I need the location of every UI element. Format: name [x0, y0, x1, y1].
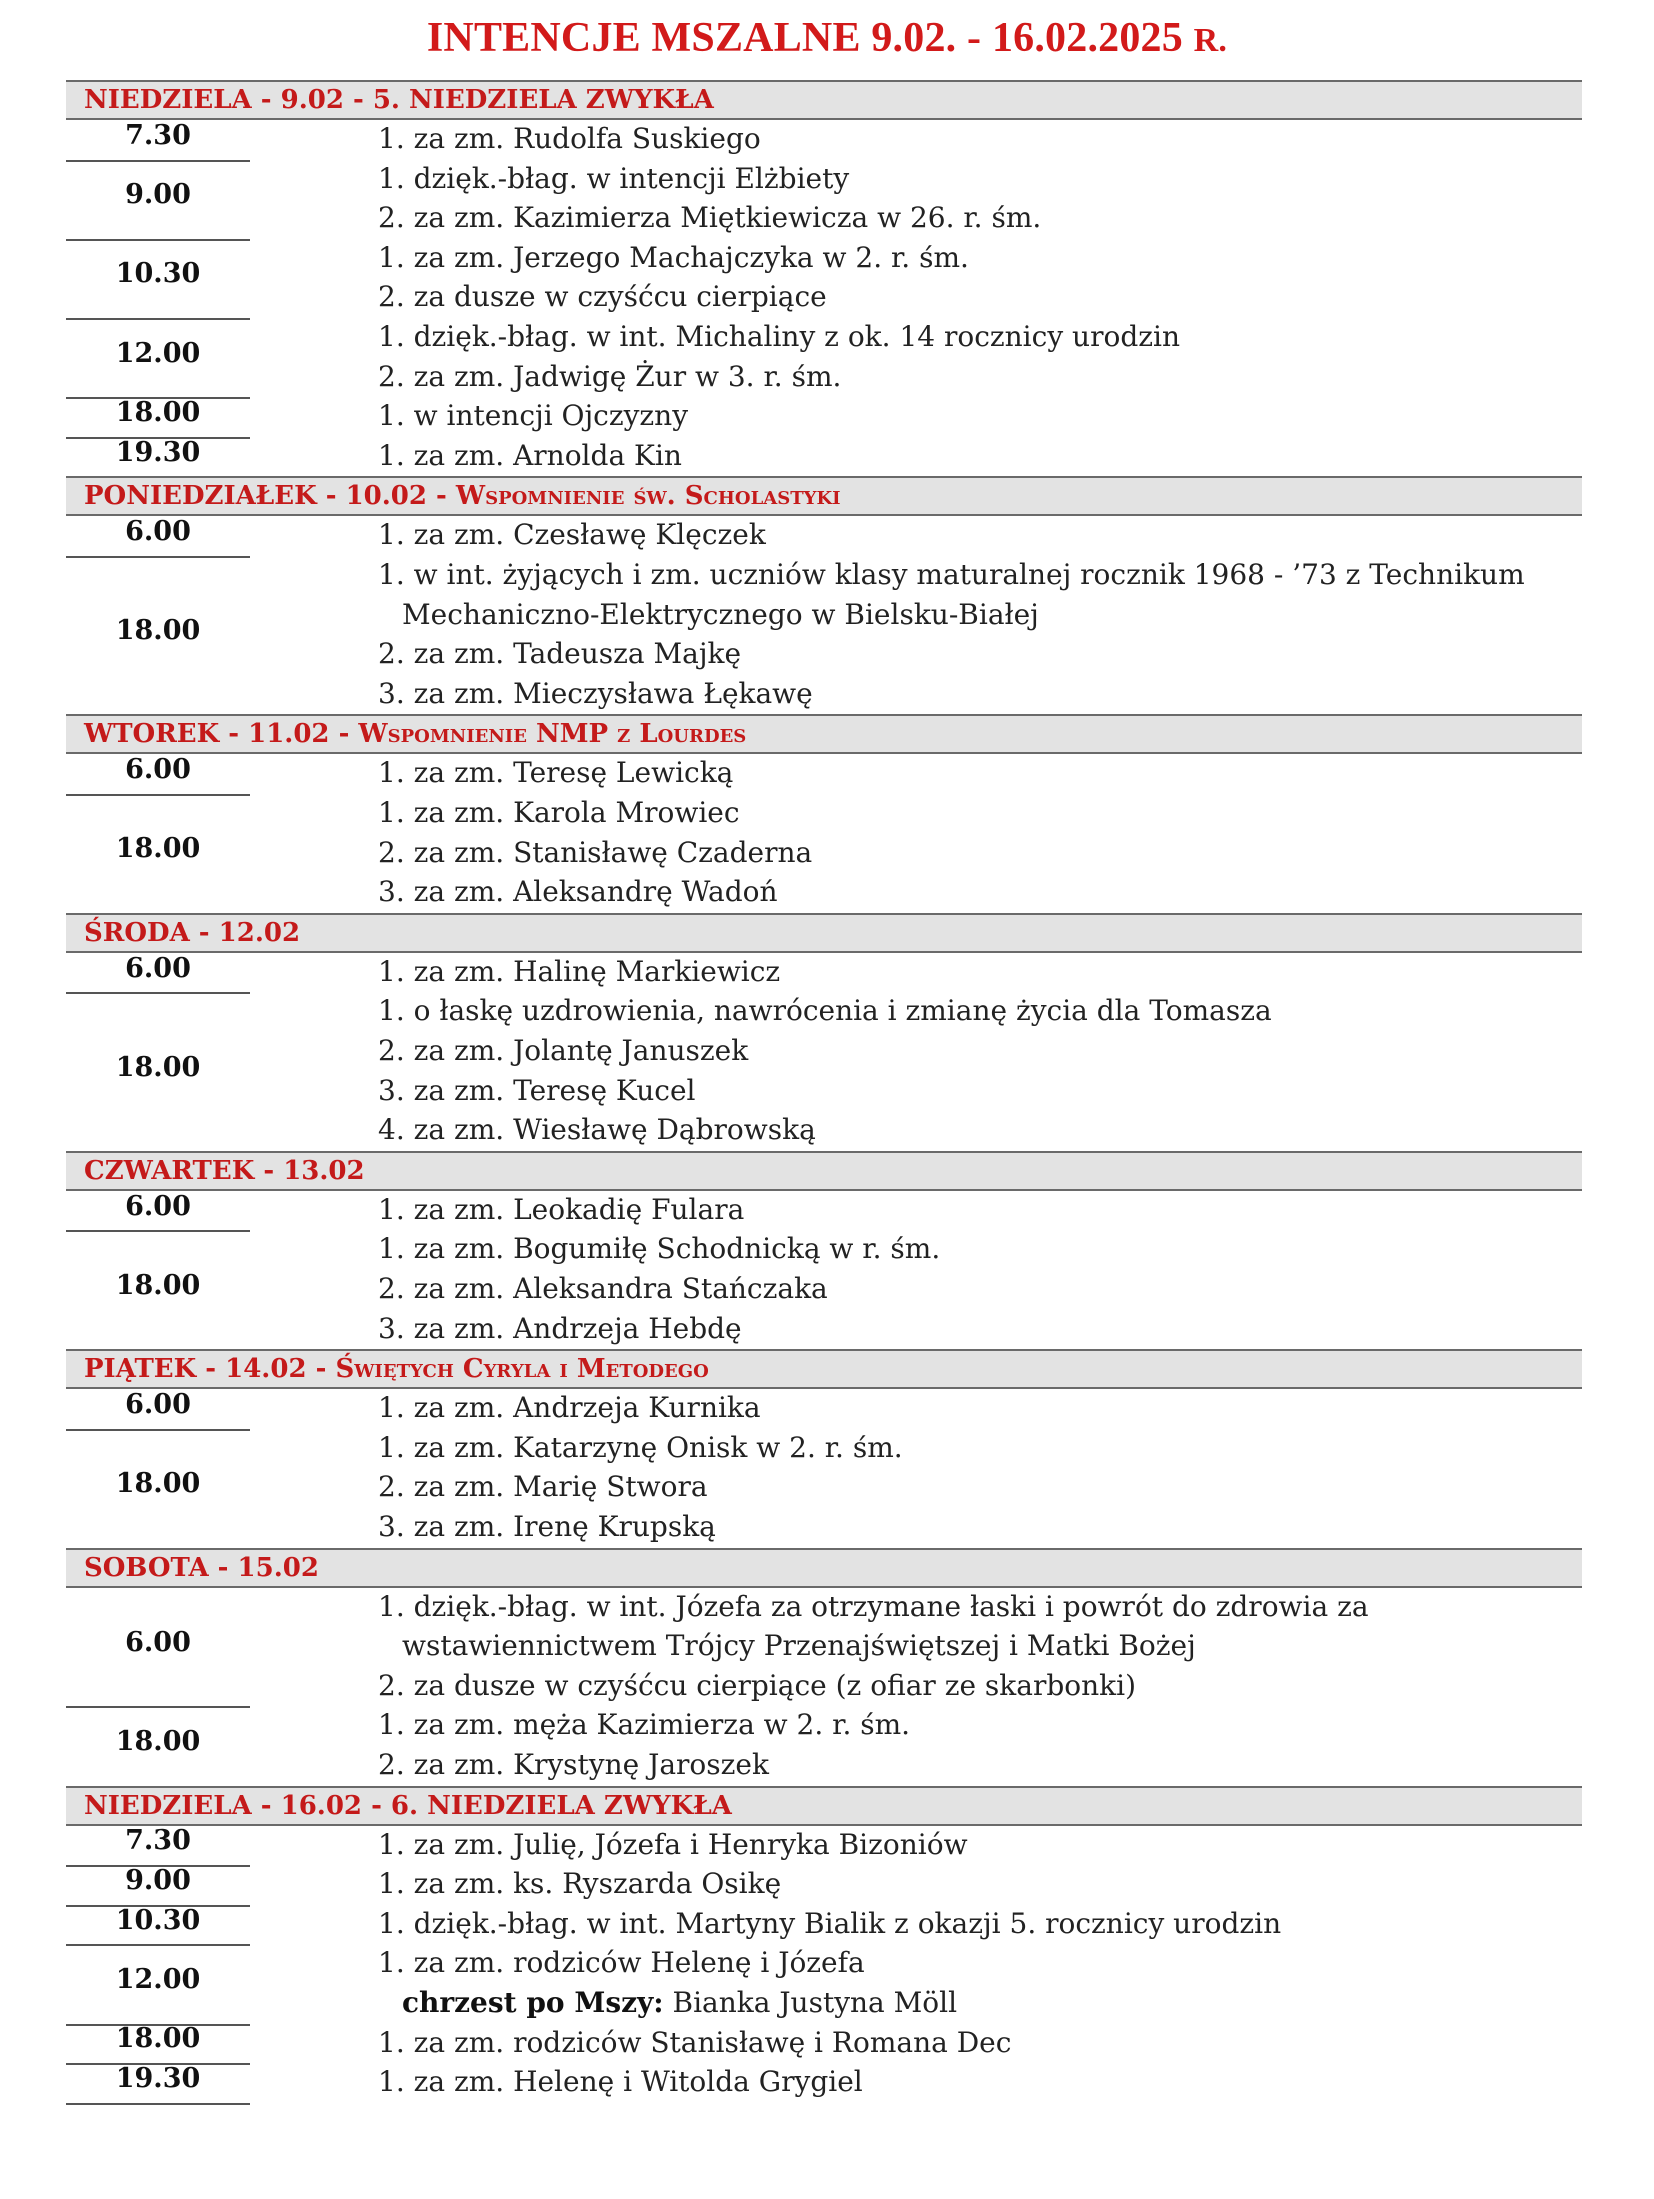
intention-line: 1. za zm. Arnolda Kin: [378, 438, 682, 472]
baptism-label: chrzest po Mszy:: [402, 1986, 664, 2019]
intention-line: 2. za dusze w czyśćcu cierpiące (z ofiar ze skarbonki): [378, 1668, 1136, 1702]
time-separator: [66, 1230, 250, 1232]
intention-line: 1. za zm. ks. Ryszarda Osikę: [378, 1867, 782, 1901]
intention-line: 3. za zm. Andrzeja Hebdę: [378, 1311, 742, 1345]
intention-line: 1. za zm. Halinę Markiewicz: [378, 954, 781, 988]
day-header: [66, 80, 1582, 120]
intention-line: 3. za zm. Mieczysława Łękawę: [378, 676, 813, 710]
day-header: [66, 714, 1582, 754]
day-header: [66, 476, 1582, 516]
day-header-text: NIEDZIELA - 16.02 - 6. NIEDZIELA ZWYKŁA: [84, 1790, 732, 1821]
intention-line: 1. za zm. Bogumiłę Schodnicką w r. śm.: [378, 1232, 941, 1266]
intention-line: 2. za zm. Jadwigę Żur w 3. r. śm.: [378, 359, 842, 393]
day-header: [66, 1786, 1582, 1826]
page-title: [0, 14, 1654, 62]
intention-line: 1. o łaskę uzdrowienia, nawrócenia i zmianę życia dla Tomasza: [378, 994, 1272, 1028]
intention-line: 2. za zm. Jolantę Januszek: [378, 1034, 749, 1067]
mass-time: 7.30: [125, 1825, 191, 1857]
intention-line: 3. za zm. Teresę Kucel: [378, 1073, 696, 1107]
baptism-name: Bianka Justyna Möll: [663, 1986, 958, 2019]
day-header: [66, 1548, 1582, 1588]
day-header: [66, 1349, 1582, 1389]
intention-line: 1. za zm. Julię, Józefa i Henryka Bizoniów: [378, 1827, 968, 1861]
mass-time: 18.00: [115, 1726, 201, 1757]
day-feast: Wspomnienie św. Scholastyki: [455, 481, 841, 512]
intention-line: 1. za zm. rodziców Stanisławę i Romana Dec: [378, 2025, 1012, 2059]
time-separator: [66, 794, 250, 796]
mass-time: 7.30: [125, 119, 191, 151]
intention-line: 1. za zm. Katarzynę Onisk w 2. r. śm.: [378, 1430, 903, 1464]
day-header-text: NIEDZIELA - 9.02 - 5. NIEDZIELA ZWYKŁA: [84, 85, 714, 115]
mass-time: 19.30: [115, 436, 201, 468]
intention-line: 1. za zm. męża Kazimierza w 2. r. śm.: [378, 1708, 911, 1742]
mass-time: 6.00: [125, 952, 191, 984]
time-separator: [66, 2103, 250, 2105]
intention-line: 1. dzięk.-błag. w int. Martyny Bialik z okazji 5. rocznicy urodzin: [378, 1906, 1282, 1940]
mass-time: 18.00: [115, 615, 201, 647]
mass-time: 19.30: [115, 2063, 201, 2094]
day-feast: Wspomnienie NMP z Lourdes: [358, 719, 747, 750]
day-header-text: PIĄTEK - 14.02 -: [84, 1354, 336, 1385]
intention-line: 1. za zm. Jerzego Machajczyka w 2. r. śm.: [378, 240, 969, 274]
intention-line: 4. za zm. Wiesławę Dąbrowską: [378, 1113, 816, 1147]
mass-time: 18.00: [115, 1051, 201, 1083]
intention-line: wstawiennictwem Trójcy Przenajświętszej i Matki Bożej: [402, 1629, 1196, 1663]
day-feast: Świętych Cyryla i Metodego: [335, 1354, 709, 1385]
intention-line: 3. za zm. Aleksandrę Wadoń: [378, 875, 778, 909]
time-separator: [66, 1944, 250, 1946]
intention-line: 2. za zm. Stanisławę Czaderna: [378, 835, 813, 869]
intention-line: 1. za zm. Helenę i Witolda Grygiel: [378, 2065, 863, 2099]
time-separator: [66, 160, 250, 162]
intention-line: 2. za zm. Marię Stwora: [378, 1470, 708, 1504]
mass-time: 6.00: [125, 516, 191, 548]
intention-line: 2. za zm. Aleksandra Stańczaka: [378, 1272, 828, 1305]
day-header-text: ŚRODA - 12.02: [84, 917, 301, 948]
day-header-text: PONIEDZIAŁEK - 10.02 -: [84, 481, 456, 512]
mass-time: 18.00: [115, 833, 201, 865]
time-separator: [66, 318, 250, 320]
intention-line: 1. za zm. Rudolfa Suskiego: [378, 122, 761, 155]
mass-time: 12.00: [115, 337, 201, 369]
mass-time: 18.00: [115, 1269, 201, 1301]
intention-line: 1. dzięk.-błag. w int. Józefa za otrzymane łaski i powrót do zdrowia za: [378, 1589, 1369, 1623]
intention-line: 2. za zm. Krystynę Jaroszek: [378, 1748, 769, 1781]
intention-line: [402, 1984, 957, 2022]
mass-time: 6.00: [125, 1389, 191, 1420]
intention-line: 1. za zm. Teresę Lewicką: [378, 756, 734, 790]
mass-time: 6.00: [125, 1627, 191, 1658]
time-separator: [66, 1706, 250, 1708]
intention-line: 1. za zm. Karola Mrowiec: [378, 796, 740, 829]
intention-line: 2. za dusze w czyśćcu cierpiące: [378, 280, 827, 314]
intention-line: 1. za zm. Czesławę Klęczek: [378, 518, 766, 552]
mass-time: 10.30: [115, 1904, 201, 1936]
time-separator: [66, 992, 250, 994]
mass-time: 18.00: [115, 397, 201, 428]
day-header: [66, 1151, 1582, 1191]
mass-time: 18.00: [115, 1468, 201, 1500]
intention-line: 1. dzięk.-błag. w intencji Elżbiety: [378, 161, 850, 195]
day-header-text: WTOREK - 11.02 -: [84, 719, 359, 750]
mass-time: 12.00: [115, 1964, 201, 1995]
intention-line: Mechaniczno-Elektrycznego w Bielsku-Białej: [402, 597, 1039, 631]
day-header-text: SOBOTA - 15.02: [84, 1552, 319, 1583]
mass-time: 9.00: [125, 179, 191, 211]
day-header-text: CZWARTEK - 13.02: [84, 1155, 365, 1186]
mass-time: 6.00: [125, 1190, 191, 1222]
time-separator: [66, 239, 250, 241]
mass-time: 18.00: [115, 2023, 201, 2055]
intention-line: 2. za zm. Tadeusza Majkę: [378, 637, 742, 671]
mass-time: 9.00: [125, 1865, 191, 1896]
intention-line: 2. za zm. Kazimierza Miętkiewicza w 26. r. śm.: [378, 201, 1042, 235]
intention-line: 1. w int. żyjących i zm. uczniów klasy maturalnej rocznik 1968 - ’73 z Technikum: [378, 558, 1525, 591]
intention-line: 1. dzięk.-błag. w int. Michaliny z ok. 14 rocznicy urodzin: [378, 320, 1180, 353]
mass-time: 10.30: [115, 258, 201, 290]
intention-line: 1. za zm. Andrzeja Kurnika: [378, 1391, 761, 1425]
intention-line: 1. w intencji Ojczyzny: [378, 399, 689, 433]
intention-line: 1. za zm. Leokadię Fulara: [378, 1192, 745, 1226]
title-suffix: R.: [1193, 22, 1228, 59]
mass-time: 6.00: [125, 754, 191, 786]
intention-line: 3. za zm. Irenę Krupską: [378, 1510, 716, 1543]
time-separator: [66, 1429, 250, 1431]
intention-line: 1. za zm. rodziców Helenę i Józefa: [378, 1946, 865, 1980]
time-separator: [66, 556, 250, 558]
title-text: INTENCJE MSZALNE 9.02. - 16.02.2025: [426, 15, 1183, 61]
day-header: [66, 913, 1582, 953]
